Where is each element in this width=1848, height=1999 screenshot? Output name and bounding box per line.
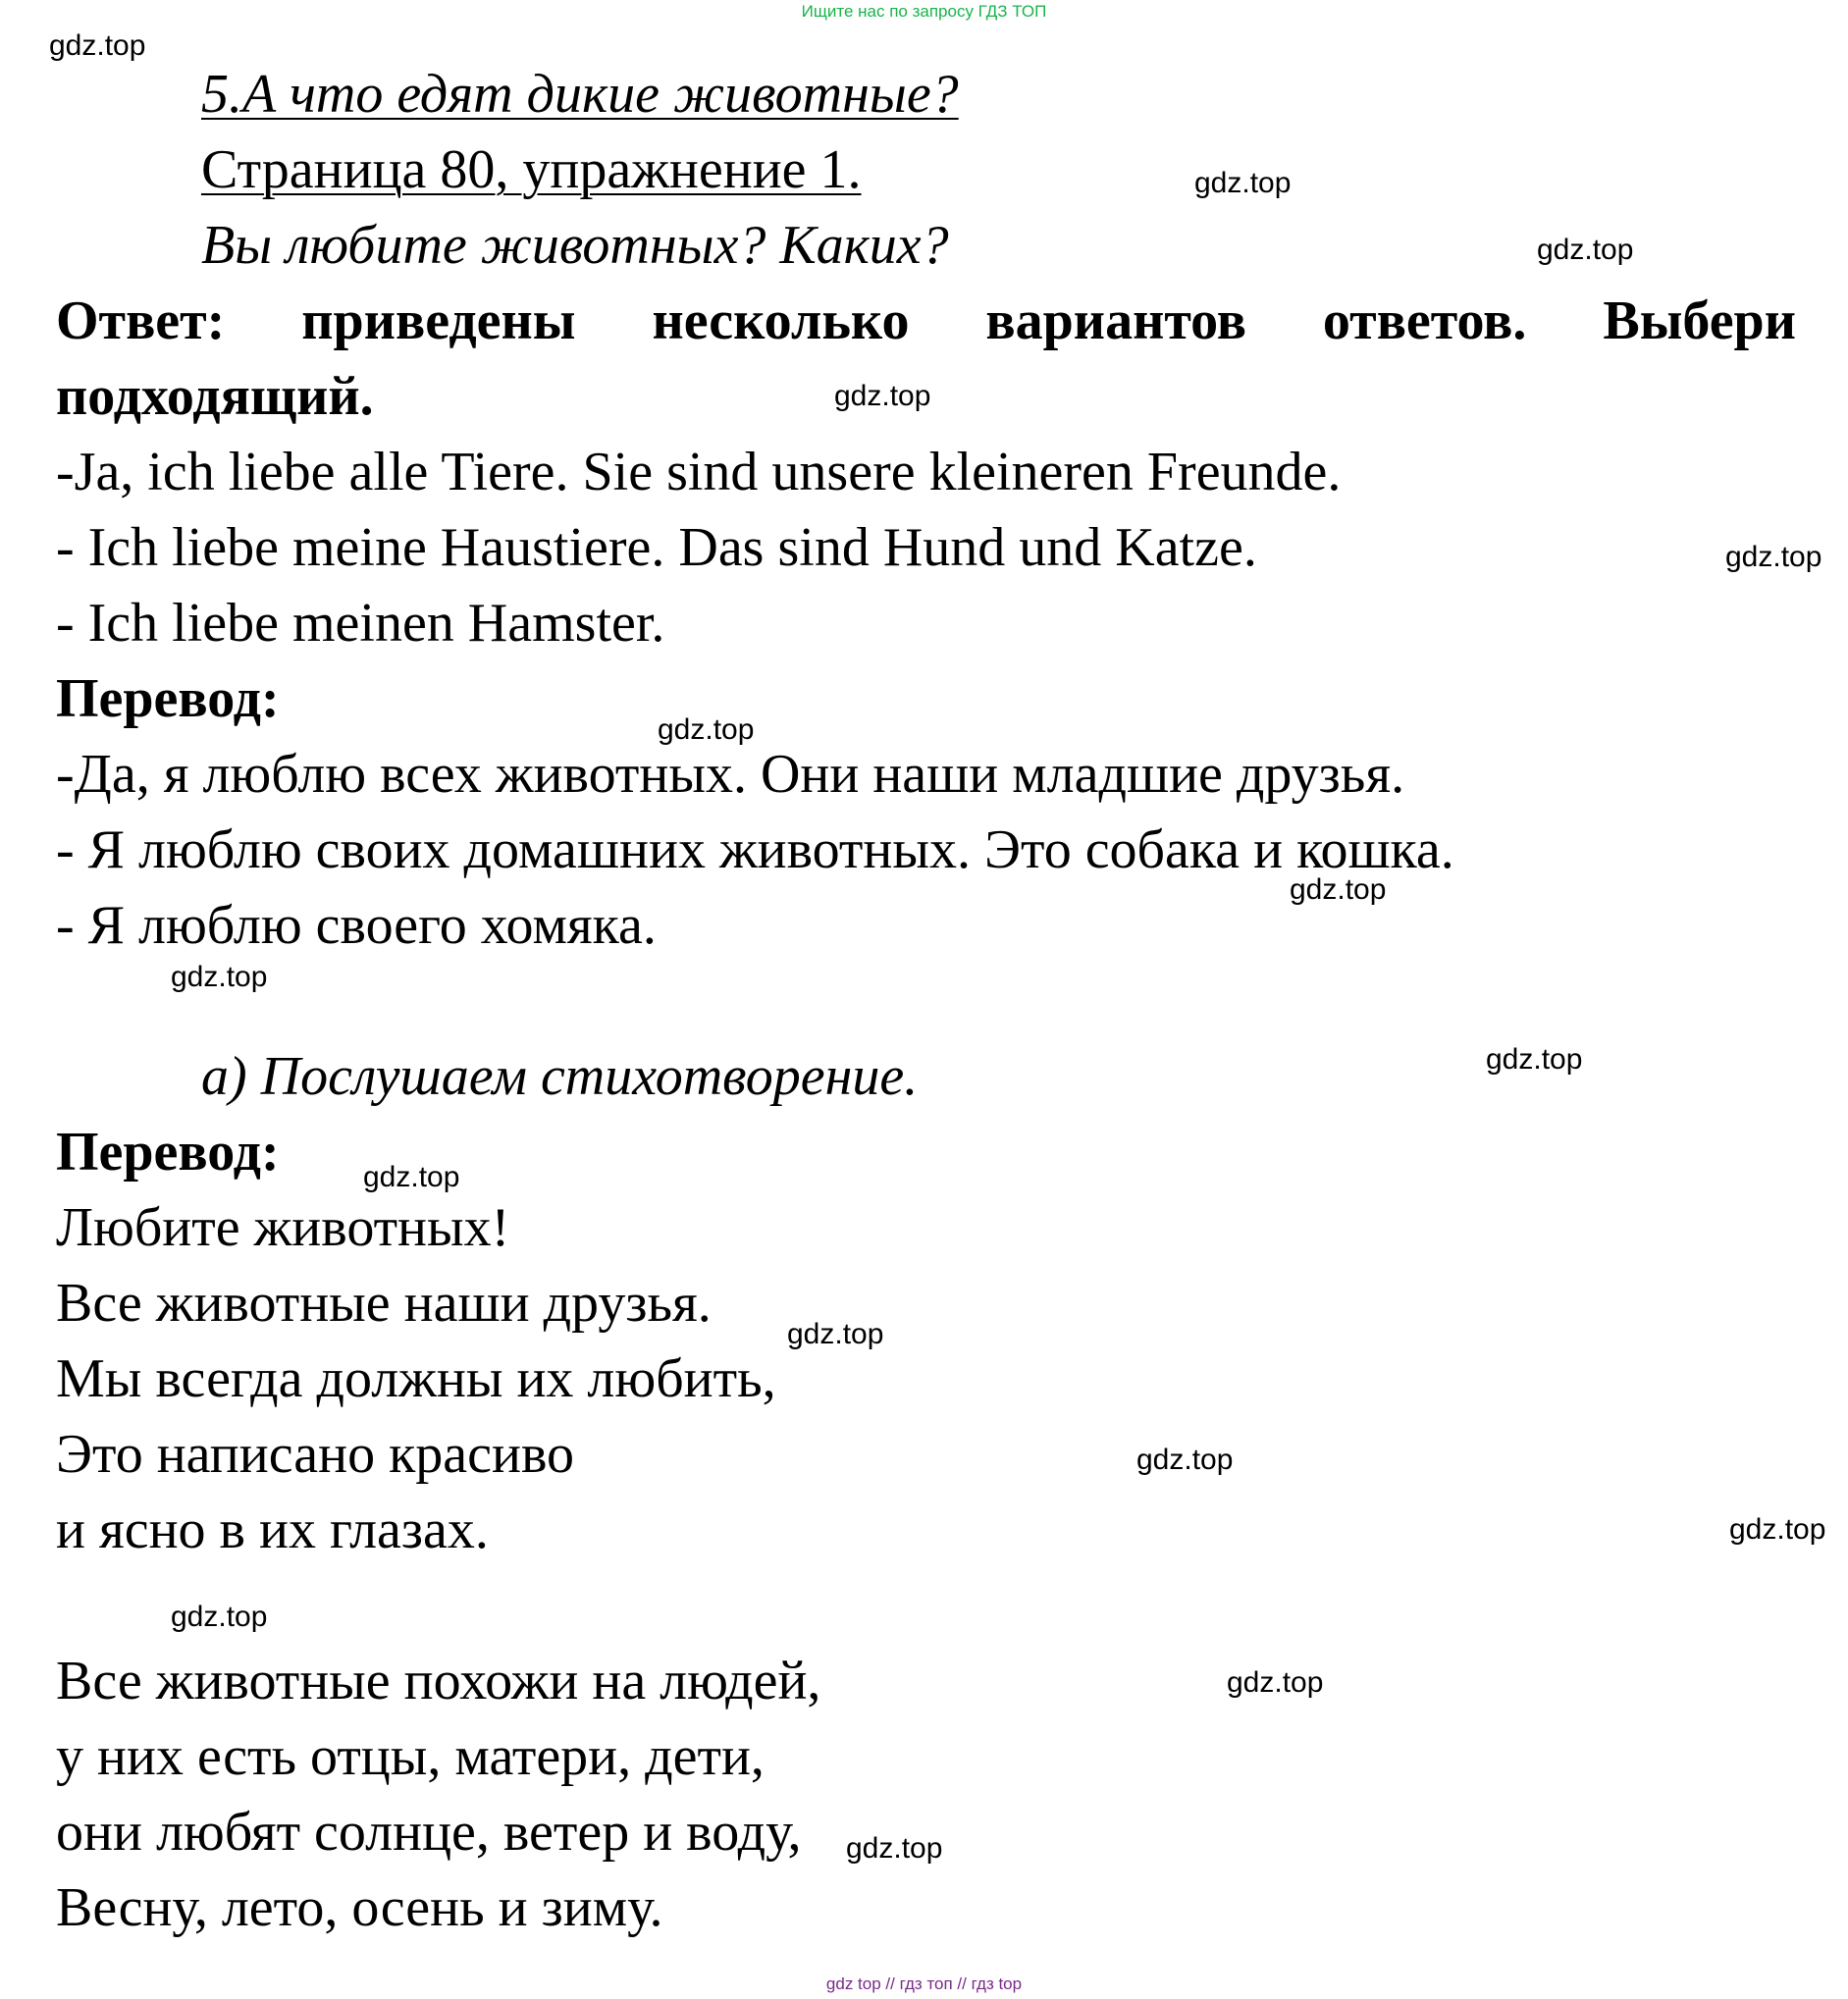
- watermark-text: gdz.top: [1725, 541, 1822, 573]
- watermark-text: gdz.top: [1290, 873, 1387, 906]
- watermark-text: gdz.top: [787, 1318, 884, 1350]
- poem-heading: а) Послушаем стихотворение.: [201, 1046, 919, 1107]
- answer-intro-line: [56, 290, 1796, 351]
- answer-intro-tail: подходящий.: [56, 366, 374, 427]
- watermark-text: gdz.top: [1729, 1513, 1826, 1546]
- poem-line: Весну, лето, осень и зиму.: [56, 1877, 663, 1938]
- watermark-text: gdz.top: [1194, 167, 1292, 199]
- poem-line: и ясно в их глазах.: [56, 1499, 489, 1560]
- poem-line: Все животные наши друзья.: [56, 1273, 712, 1334]
- poem-translation-label: Перевод:: [56, 1122, 280, 1183]
- poem-line: у них есть отцы, матери, дети,: [56, 1726, 765, 1787]
- poem-line: они любят солнце, ветер и воду,: [56, 1802, 802, 1863]
- watermark-text: gdz.top: [171, 1601, 268, 1633]
- section-title: 5.А что едят дикие животные?: [201, 64, 959, 125]
- russian-translation-line: - Я люблю своих домашних животных. Это собака и кошка.: [56, 819, 1454, 880]
- watermark-text: gdz.top: [1486, 1043, 1583, 1076]
- watermark-text: gdz.top: [49, 29, 146, 62]
- answer-word: Выбери: [1603, 290, 1796, 351]
- translation-label: Перевод:: [56, 668, 280, 729]
- answer-word: вариантов: [985, 290, 1246, 351]
- watermark-text: gdz.top: [658, 713, 755, 746]
- poem-line: Это написано красиво: [56, 1424, 575, 1485]
- answer-word: ответов.: [1322, 290, 1527, 351]
- german-answer-line: - Ich liebe meine Haustiere. Das sind Hund und Katze.: [56, 517, 1257, 578]
- german-answer-line: -Ja, ich liebe alle Tiere. Sie sind unsere kleineren Freunde.: [56, 442, 1342, 502]
- watermark-text: gdz.top: [834, 380, 931, 412]
- watermark-text: gdz.top: [171, 961, 268, 993]
- german-answer-line: - Ich liebe meinen Hamster.: [56, 593, 665, 654]
- russian-translation-line: -Да, я люблю всех животных. Они наши младшие друзья.: [56, 744, 1405, 805]
- exercise-question: Вы любите животных? Каких?: [201, 215, 949, 276]
- page-reference: Страница 80, упражнение 1.: [201, 139, 862, 200]
- answer-word: Ответ:: [56, 290, 226, 351]
- poem-line: Все животные похожи на людей,: [56, 1651, 821, 1711]
- answer-word: приведены: [301, 290, 576, 351]
- bottom-banner[interactable]: gdz top // гдз топ // гдз top: [825, 1974, 1023, 1993]
- top-banner[interactable]: Ищите нас по запросу ГДЗ ТОП: [801, 2, 1047, 21]
- watermark-text: gdz.top: [1227, 1666, 1324, 1699]
- watermark-text: gdz.top: [1136, 1444, 1234, 1476]
- watermark-text: gdz.top: [363, 1161, 460, 1193]
- watermark-text: gdz.top: [1537, 234, 1634, 266]
- russian-translation-line: - Я люблю своего хомяка.: [56, 895, 657, 956]
- answer-word: несколько: [652, 290, 910, 351]
- poem-line: Любите животных!: [56, 1197, 510, 1258]
- poem-line: Мы всегда должны их любить,: [56, 1348, 776, 1409]
- watermark-text: gdz.top: [846, 1832, 943, 1865]
